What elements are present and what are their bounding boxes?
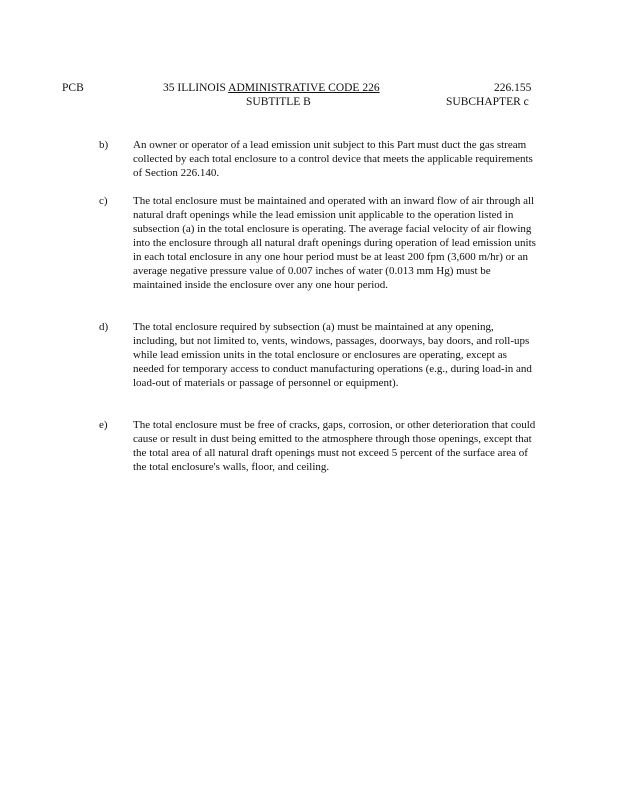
paragraph-label: b) — [99, 139, 109, 151]
header-code-title — [163, 81, 380, 95]
paragraph-label: e) — [99, 419, 108, 431]
header-code-prefix: 35 ILLINOIS — [163, 82, 229, 94]
header-subtitle: SUBTITLE B — [246, 96, 311, 108]
paragraph-text: An owner or operator of a lead emission unit subject to this Part must duct the gas stream collected by each total enclosure to a control device that meets the applicable requirements of Section 226.140. — [133, 139, 533, 179]
paragraph-c — [99, 194, 539, 292]
header-code-underlined: ADMINISTRATIVE CODE 226 — [228, 82, 380, 94]
paragraph-text: The total enclosure must be maintained and operated with an inward flow of air through all natural draft openings while the lead emission unit applicable to the operation listed in subsection (a) in the total enclosure is operating. The average facial velocity of air flowing into the enclosure through all natural draft openings during operation of lead emission units in each total enclosure in any one hour period must be at least 200 fpm (3,600 m/hr) or an average negative pressure value of 0.007 inches of water (0.013 mm Hg) must be maintained inside the enclosure over any one hour period. — [133, 195, 536, 291]
header-section-number: 226.155 — [494, 82, 532, 94]
paragraph-label: d) — [99, 321, 109, 333]
paragraph-text: The total enclosure must be free of cracks, gaps, corrosion, or other deterioration that could cause or result in dust being emitted to the atmosphere through those openings, except that the total area of all natural draft openings must not exceed 5 percent of the surface area of the total enclosure's walls, floor, and ceiling. — [133, 419, 536, 473]
paragraph-e — [99, 418, 539, 474]
paragraph-d — [99, 320, 539, 390]
header-agency: PCB — [62, 82, 84, 94]
paragraph-label: c) — [99, 195, 108, 207]
header-subchapter: SUBCHAPTER c — [446, 96, 529, 108]
paragraph-text: The total enclosure required by subsection (a) must be maintained at any opening, including, but not limited to, vents, windows, passages, doorways, bay doors, and roll-ups while lead emission units in the total enclosure or enclosures are operating, except as needed for temporary access to conduct manufacturing operations (e.g., during load-in and load-out of materials or passage of personnel or equipment). — [133, 321, 532, 389]
paragraph-b — [99, 138, 539, 180]
